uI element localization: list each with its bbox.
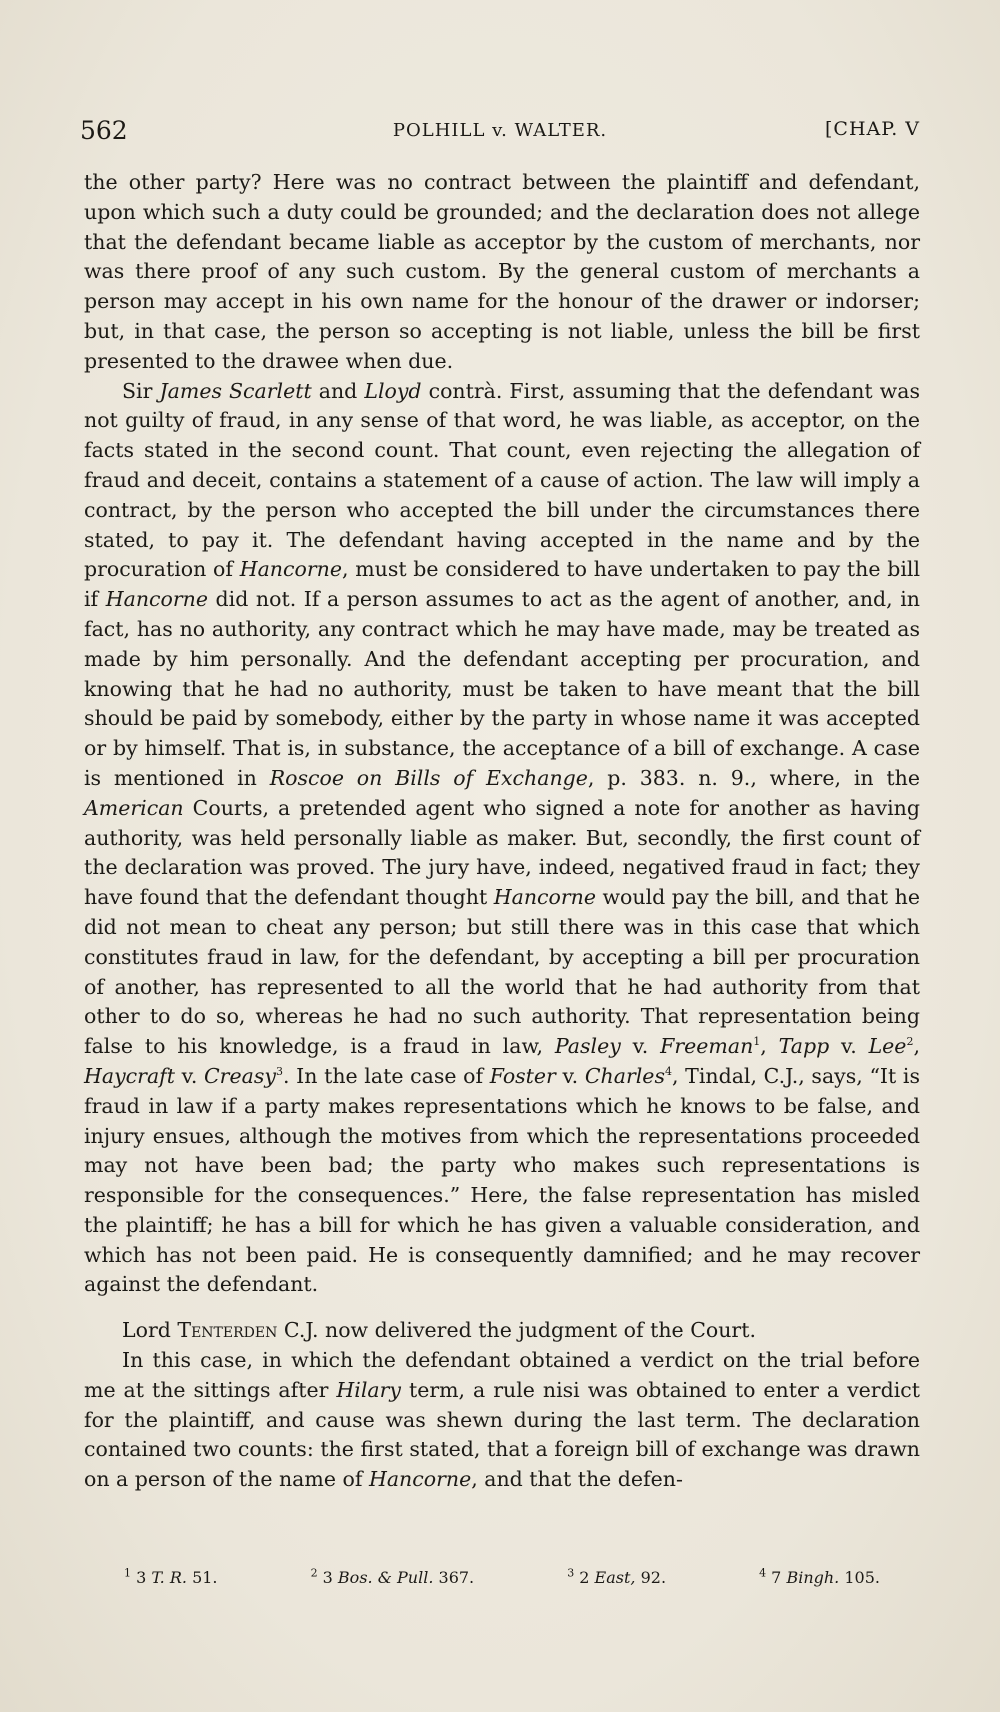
- text-run: , and that the defen-: [471, 1467, 683, 1492]
- italic-text: Haycraft: [84, 1063, 176, 1088]
- italic-text: James Scarlett: [159, 378, 312, 403]
- chapter-label: [CHAP. V: [825, 118, 920, 140]
- footnote-page: 92.: [635, 1568, 667, 1587]
- text-run: In this case, in which the defendant obtained a verdict on the trial before me at the sittings after: [84, 1348, 920, 1402]
- footnote-number: 2: [310, 1566, 318, 1580]
- text-run: Sir: [122, 378, 160, 403]
- text-run: . In the late case of: [282, 1063, 490, 1088]
- text-run: , Tindal, C.J., says, “It is fraud in law if a party makes representations which he knows to be false, and injury ensues, although the motives from which the representations proceeded may not have been bad; the party who makes such representations is responsible for the consequences.” Here, the false representation has misled the plaintiff; he has a bill for which he has given a valuable consideration, and which has not been paid. He is consequently damnified; and he may recover against the defendant.: [84, 1063, 920, 1297]
- text-run: v.: [175, 1063, 204, 1088]
- italic-text: Charles: [584, 1063, 665, 1088]
- italic-text: Hancorne: [368, 1467, 472, 1492]
- footnote-ref: 2: [906, 1035, 914, 1049]
- text-run: ,: [913, 1034, 920, 1059]
- text-run: and: [311, 378, 365, 403]
- page-number: 562: [80, 116, 128, 145]
- text-run: Courts, a pretended agent who signed a note for another as having authority, was held personally liable as maker. But, secondly, the first count of the declaration was proved. The jury have, indeed, negatived fraud in fact; they have found that the defendant thought: [84, 795, 920, 910]
- body-text: [84, 168, 920, 1495]
- text-run: v.: [555, 1063, 585, 1088]
- italic-text: Pasley: [554, 1034, 621, 1059]
- italic-text: Roscoe on Bills of Exchange: [269, 765, 588, 790]
- text-run: term, a rule nisi was obtained to enter a verdict for the plaintiff, and cause was shewn during the last term. The declaration contained two counts: the first stated, that a foreign bill of exchange was drawn on a person of the name of: [84, 1377, 920, 1492]
- italic-text: Hancorne: [493, 885, 596, 910]
- footnote-volume: 3: [131, 1568, 152, 1587]
- text-run: v.: [829, 1034, 869, 1059]
- text-run: , p. 383. n. 9., where, in the: [587, 765, 920, 790]
- footnote-volume: 3: [317, 1568, 338, 1587]
- footnote-page: 105.: [839, 1568, 880, 1587]
- footnote-page: 51.: [186, 1568, 218, 1587]
- italic-text: American: [84, 795, 184, 820]
- text-run: v.: [620, 1034, 661, 1059]
- italic-text: Foster: [489, 1063, 556, 1088]
- footnote-report: East,: [594, 1568, 636, 1587]
- page-header: [80, 116, 920, 156]
- footnote-volume: 7: [766, 1568, 787, 1587]
- footnote-number: 4: [759, 1566, 767, 1580]
- footnote-ref: 4: [664, 1065, 672, 1079]
- paragraph: [84, 168, 920, 377]
- footnote: [311, 1568, 475, 1587]
- footnote-report: T. R.: [151, 1568, 187, 1587]
- text-run: did not. If a person assumes to act as the agent of another, and, in fact, has no authority, any contract which he may have made, may be treated as made by him personally. And the defendant accepting per procuration, and knowing that he had no authority, must be taken to have meant that the bill should be paid by somebody, either by the party in whose name it was accepted or by himself. That is, in substance, the acceptance of a bill of exchange. A case is mentioned in: [84, 587, 920, 790]
- italic-text: Hancorne: [105, 587, 208, 612]
- italic-text: Hancorne: [239, 557, 342, 582]
- footnote-report: Bingh.: [786, 1568, 840, 1587]
- running-title: POLHILL v. WALTER.: [392, 120, 608, 141]
- paragraph: [84, 377, 920, 1301]
- paragraph: [84, 1346, 920, 1495]
- footnote-number: 1: [124, 1566, 131, 1580]
- footnote-report: Bos. & Pull.: [337, 1568, 434, 1587]
- footnote: [567, 1568, 666, 1587]
- text-run: would pay the bill, and that he did not mean to cheat any person; but still there was in this case that which constitutes fraud in law, for the defendant, by accepting a bill per procuration of another, has represented to all the world that he had authority from that other to do so, whereas he had no such authority. That representation being false to his knowledge, is a fraud in law,: [84, 885, 920, 1059]
- footnotes: [84, 1568, 920, 1587]
- footnote-ref: 3: [275, 1065, 283, 1079]
- italic-text: Lee: [868, 1034, 907, 1059]
- footnote: [124, 1568, 218, 1587]
- small-caps-text: Tenterden: [177, 1318, 278, 1343]
- italic-text: Hilary: [336, 1377, 401, 1402]
- text-run: , must be considered to have undertaken to pay the bill if: [84, 557, 920, 612]
- paragraph: [84, 1316, 920, 1346]
- text-run: ,: [760, 1034, 779, 1059]
- footnote-volume: 2: [574, 1568, 595, 1587]
- italic-text: Lloyd: [364, 378, 422, 403]
- italic-text: Tapp: [778, 1034, 830, 1059]
- text-run: Lord: [122, 1318, 178, 1343]
- italic-text: Creasy: [204, 1063, 276, 1088]
- italic-text: Freeman: [660, 1034, 754, 1059]
- footnote-ref: 1: [753, 1035, 761, 1049]
- footnote-number: 3: [567, 1566, 575, 1580]
- text-run: the other party? Here was no contract between the plaintiff and defendant, upon which such a duty could be grounded; and the declaration does not allege that the defendant became liable as acceptor by the custom of merchants, nor was there proof of any such custom. By the general custom of merchants a person may accept in his own name for the honour of the drawer or indorser; but, in that case, the person so accepting is not liable, unless the bill be first presented to the drawee when due.: [84, 170, 920, 373]
- footnote: [759, 1568, 880, 1587]
- text-run: contrà. First, assuming that the defendant was not guilty of fraud, in any sense of that word, he was liable, as acceptor, on the facts stated in the second count. That count, even rejecting the allegation of fraud and deceit, contains a statement of a cause of action. The law will imply a contract, by the person who accepted the bill under the circumstances there stated, to pay it. The defendant having accepted in the name and by the procuration of: [84, 378, 920, 582]
- footnote-page: 367.: [433, 1568, 475, 1587]
- text-run: C.J. now delivered the judgment of the Court.: [277, 1318, 756, 1343]
